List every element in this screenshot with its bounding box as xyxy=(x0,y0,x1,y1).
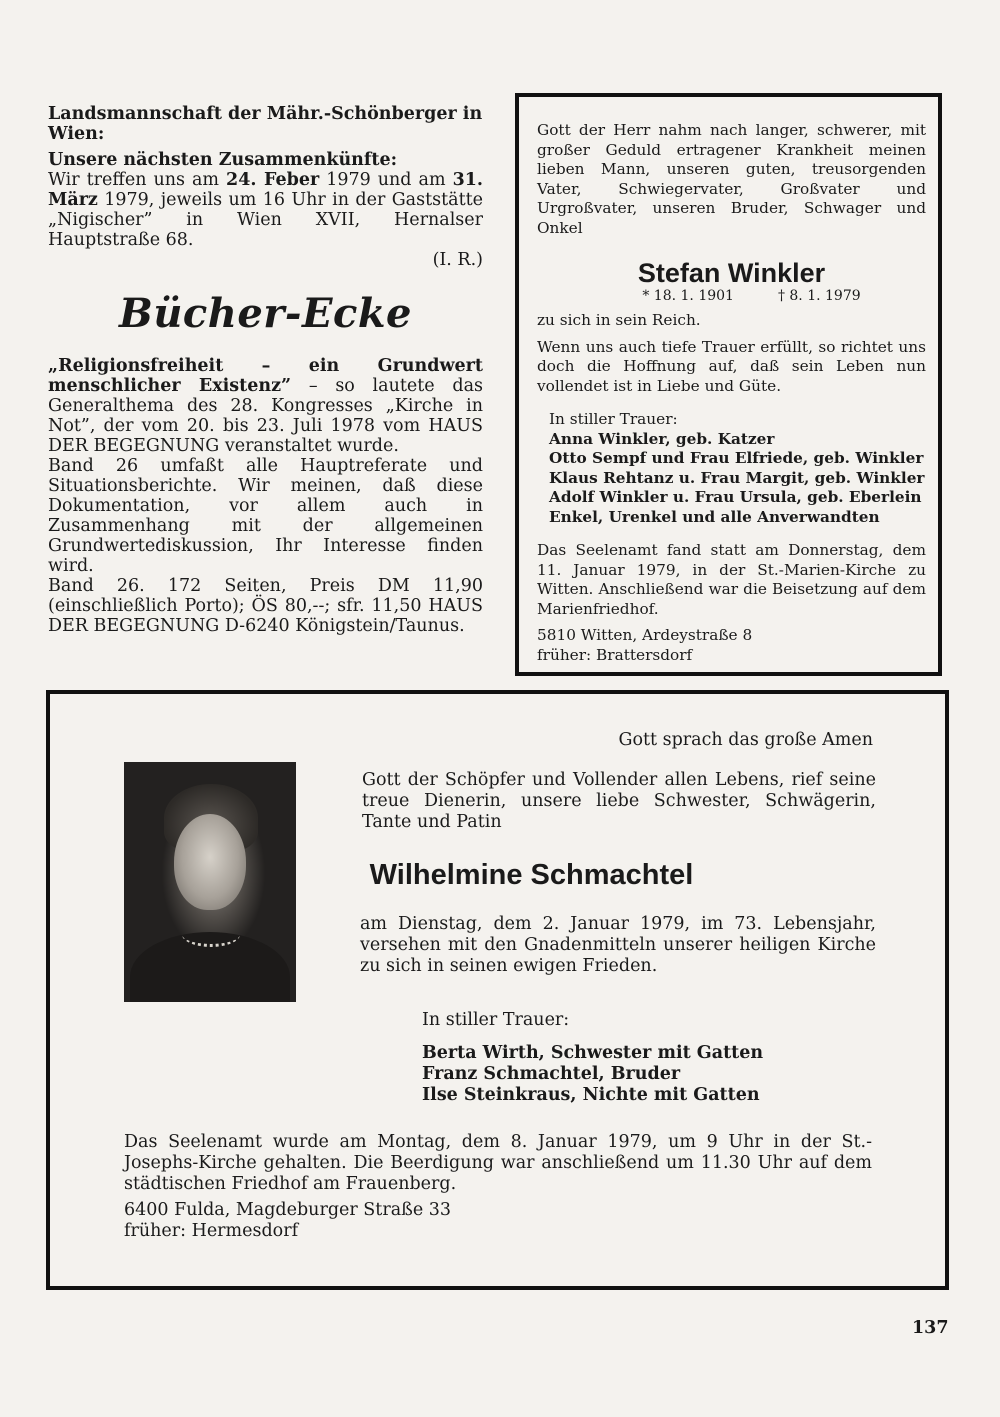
association-heading: Landsmannschaft der Mähr.-Schönberger in Wien: xyxy=(48,104,483,144)
obit2-former: früher: Hermesdorf xyxy=(124,1221,299,1241)
obit2-mourn-lead: In stiller Trauer: xyxy=(422,1010,570,1030)
obit2-mourner: Franz Schmachtel, Bruder xyxy=(422,1064,681,1084)
obit1-funeral: Das Seelenamt fand statt am Donnerstag, dem 11. Januar 1979, in der St.-Marien-Kirche zu Witten. Anschließend war die Beisetzung auf dem Marienfriedhof. xyxy=(537,541,926,618)
obit1-dates xyxy=(537,288,926,304)
obit2-funeral: Das Seelenamt wurde am Montag, dem 8. Januar 1979, um 9 Uhr in der St.-Josephs-Kirche gehalten. Die Beerdigung war anschließend um 11.30 Uhr auf dem städtischen Friedhof am Frauenberg. xyxy=(124,1132,872,1194)
obit1-born: * 18. 1. 1901 xyxy=(642,288,734,304)
initials: (I. R.) xyxy=(432,250,483,270)
obit1-intro: Gott der Herr nahm nach langer, schwerer, mit großer Geduld ertragener Krankheit meinen lieben Mann, unseren guten, treusorgenden Vater, Schwiegervater, Großvater und Urgroßvater, unseren Bruder, Schwager und Onkel xyxy=(537,121,926,237)
book-announcement: „Religionsfreiheit – ein Grundwert menschlicher Existenz” – so lautete das Generalthema des 28. Kongresses „Kirche in Not”, der vom 20. bis 23. Juli 1978 vom HAUS DER BEGEGNUNG veranstaltet wurde. xyxy=(48,356,483,456)
left-column xyxy=(48,104,483,636)
book-price: Band 26. 172 Seiten, Preis DM 11,90 (einschließlich Porto); ÖS 80,--; sfr. 11,50 HAUS DER BEGEGNUNG D-6240 Königstein/Taunus. xyxy=(48,576,483,636)
obituary-stefan-winkler xyxy=(515,93,942,676)
obit2-quote: Gott sprach das große Amen xyxy=(618,730,873,750)
obit1-mourner: Klaus Rehtanz u. Frau Margit, geb. Winkler xyxy=(549,468,925,487)
obit1-name: Stefan Winkler xyxy=(637,258,826,288)
obit1-mourn-lead: In stiller Trauer: xyxy=(549,410,678,428)
obit1-mourner: Anna Winkler, geb. Katzer xyxy=(549,429,775,448)
obit1-mourner: Enkel, Urenkel und alle Anverwandten xyxy=(549,507,880,526)
obit1-mourner: Otto Sempf und Frau Elfriede, geb. Winkler xyxy=(549,449,924,467)
obit1-reich: zu sich in sein Reich. xyxy=(537,311,701,329)
signoff-line xyxy=(48,250,483,270)
obit2-address-block xyxy=(124,1200,451,1242)
page-number: 137 xyxy=(912,1318,949,1338)
obit2-intro: Gott der Schöpfer und Vollender allen Lebens, rief seine treue Dienerin, unsere liebe Schwester, Schwägerin, Tante und Patin xyxy=(362,770,876,832)
book-description: Band 26 umfaßt alle Hauptreferate und Situationsberichte. Wir meinen, daß diese Dokumentation, vor allem auch in Zusammenhang mit der allgemeinen Grundwertediskussion, Ihr Interesse finden wird. xyxy=(48,456,483,576)
obit1-former: früher: Brattersdorf xyxy=(537,645,693,664)
books-section-title: Bücher-Ecke xyxy=(119,290,412,337)
obit1-mourner: Adolf Winkler u. Frau Ursula, geb. Eberlein xyxy=(549,488,922,506)
obit1-address: 5810 Witten, Ardeystraße 8 xyxy=(537,626,753,644)
meeting-text: Wir treffen uns am 24. Feber 1979 und am 31. März 1979, jeweils um 16 Uhr in der Gaststätte „Nigischer” in Wien XVII, Hernalser Hauptstraße 68. xyxy=(48,170,484,250)
obit2-mourners xyxy=(422,1010,902,1106)
obit1-died: † 8. 1. 1979 xyxy=(777,288,861,304)
obit1-mourners xyxy=(537,410,926,527)
obit2-name: Wilhelmine Schmachtel xyxy=(369,859,694,891)
obit2-address: 6400 Fulda, Magdeburger Straße 33 xyxy=(124,1200,452,1220)
obit2-death: am Dienstag, dem 2. Januar 1979, im 73. Lebensjahr, versehen mit den Gnadenmitteln unserer heiligen Kirche zu sich in seinen ewigen Frieden. xyxy=(360,914,876,976)
obituary-wilhelmine-schmachtel xyxy=(46,690,949,1290)
book-title: „Religionsfreiheit – ein Grundwert menschlicher Existenz” xyxy=(48,356,483,396)
obit1-hope: Wenn uns auch tiefe Trauer erfüllt, so richtet uns doch die Hoffnung auf, daß sein Leben nun vollendet ist in Liebe und Güte. xyxy=(537,337,926,395)
obit2-mourner: Berta Wirth, Schwester mit Gatten xyxy=(422,1043,764,1063)
obit2-mourner: Ilse Steinkraus, Nichte mit Gatten xyxy=(422,1085,760,1105)
meetings-subheading: Unsere nächsten Zusammenkünfte: xyxy=(48,150,398,170)
